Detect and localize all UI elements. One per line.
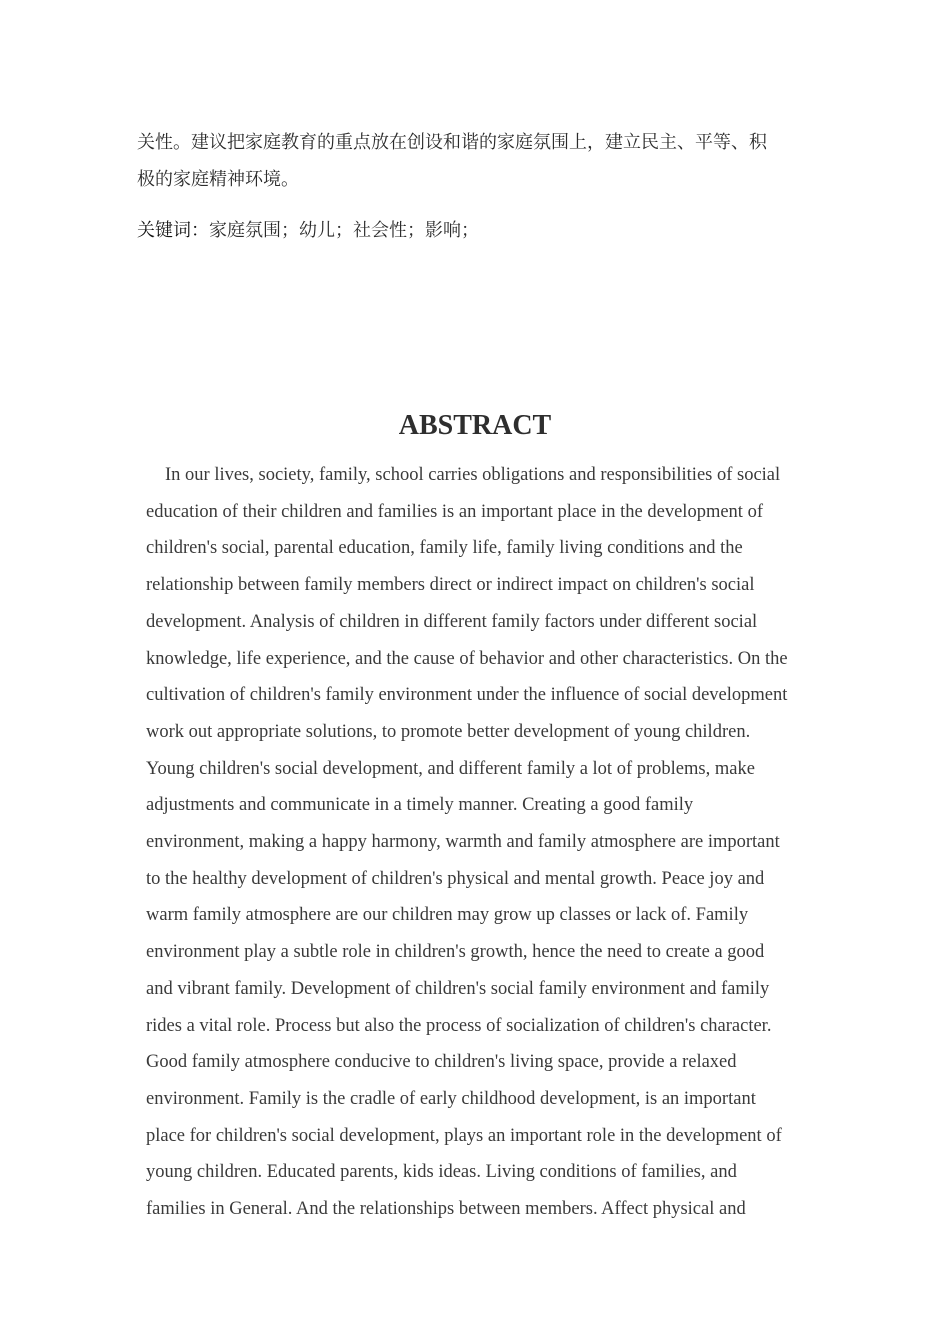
abstract-line: work out appropriate solutions, to promote better development of young children. bbox=[146, 721, 751, 742]
chinese-abstract-line: 极的家庭精神环境。 bbox=[137, 169, 299, 190]
abstract-line: development. Analysis of children in different family factors under different social bbox=[146, 611, 758, 632]
abstract-body bbox=[146, 457, 826, 1228]
abstract-line: education of their children and families is an important place in the development of bbox=[146, 501, 763, 522]
abstract-heading: ABSTRACT bbox=[398, 410, 552, 441]
abstract-line: Young children's social development, and different family a lot of problems, make bbox=[146, 758, 755, 779]
chinese-abstract-continuation bbox=[137, 124, 817, 198]
abstract-line: adjustments and communicate in a timely manner. Creating a good family bbox=[146, 795, 694, 816]
abstract-line: In our lives, society, family, school carries obligations and responsibilities of social bbox=[165, 465, 781, 485]
abstract-line: environment play a subtle role in children's growth, hence the need to create a good bbox=[146, 942, 765, 963]
abstract-line: and vibrant family. Development of children's social family environment and family bbox=[146, 978, 770, 999]
abstract-line: Good family atmosphere conducive to children's living space, provide a relaxed bbox=[146, 1052, 737, 1073]
abstract-line: rides a vital role. Process but also the process of socialization of children's character. bbox=[146, 1015, 772, 1036]
abstract-line: environment, making a happy harmony, warmth and family atmosphere are important bbox=[146, 832, 780, 853]
abstract-line: families in General. And the relationships between members. Affect physical and bbox=[146, 1199, 746, 1220]
abstract-line: place for children's social development, plays an important role in the development of bbox=[146, 1125, 782, 1146]
abstract-line: children's social, parental education, family life, family living conditions and the bbox=[146, 538, 743, 559]
chinese-abstract-line: 关性。建议把家庭教育的重点放在创设和谐的家庭氛围上，建立民主、平等、积 bbox=[137, 132, 767, 153]
abstract-line: to the healthy development of children's physical and mental growth. Peace joy and bbox=[146, 868, 765, 889]
abstract-line: relationship between family members direct or indirect impact on children's social bbox=[146, 575, 755, 596]
abstract-line: environment. Family is the cradle of early childhood development, is an important bbox=[146, 1088, 756, 1109]
keywords-text: 家庭氛围；幼儿；社会性；影响； bbox=[209, 220, 479, 241]
abstract-line: young children. Educated parents, kids ideas. Living conditions of families, and bbox=[146, 1162, 737, 1183]
abstract-line: knowledge, life experience, and the cause of behavior and other characteristics. On the bbox=[146, 648, 788, 669]
keywords-label: 关键词： bbox=[137, 220, 209, 241]
abstract-line: warm family atmosphere are our children may grow up classes or lack of. Family bbox=[146, 905, 749, 926]
chinese-keywords bbox=[137, 212, 817, 249]
abstract-line: cultivation of children's family environment under the influence of social development bbox=[146, 685, 788, 706]
